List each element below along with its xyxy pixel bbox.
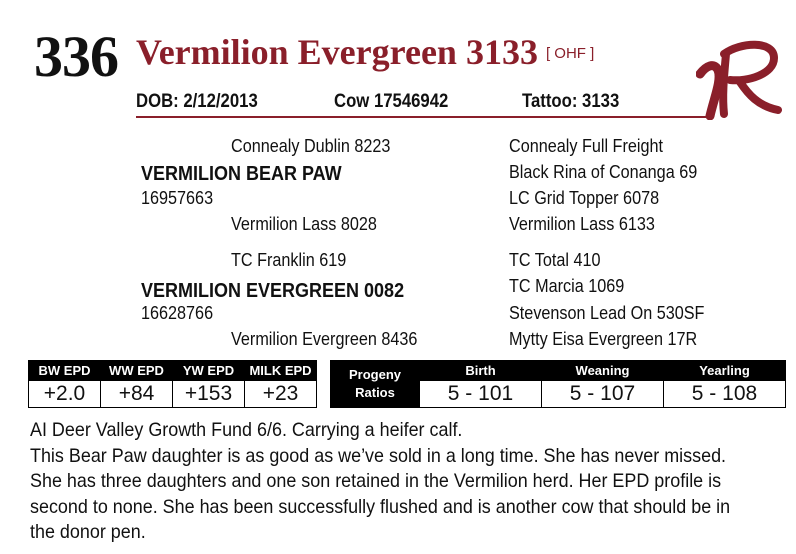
progeny-label-line2: Ratios xyxy=(355,385,395,400)
cow-reg: Cow 17546942 xyxy=(334,91,449,112)
epd-table xyxy=(28,360,317,408)
dam-name: VERMILION EVERGREEN 0082 xyxy=(141,280,405,302)
dam-dam: Vermilion Evergreen 8436 xyxy=(231,329,418,349)
bw-epd-header: BW EPD xyxy=(29,361,101,381)
lot-notes xyxy=(30,418,790,546)
yw-epd-header: YW EPD xyxy=(173,361,245,381)
sire-dam: Vermilion Lass 8028 xyxy=(231,214,377,234)
sire-sire: Connealy Dublin 8223 xyxy=(231,136,391,156)
id-row xyxy=(136,90,708,118)
note-line: AI Deer Valley Growth Fund 6/6. Carrying a heifer calf. xyxy=(30,419,463,441)
vr-brand-logo xyxy=(696,36,782,120)
sire-reg: 16957663 xyxy=(141,188,214,208)
registry-tag: [ OHF ] xyxy=(545,45,595,62)
dam-sire: TC Franklin 619 xyxy=(231,250,347,270)
birth-header: Birth xyxy=(420,361,542,381)
yearling-ratio: 5 - 108 xyxy=(664,381,786,408)
lot-number: 336 xyxy=(34,24,118,89)
dam-sire-sire: TC Total 410 xyxy=(509,250,601,270)
note-line: second to none. She has been successfully flushed and is another cow that should be in xyxy=(30,495,731,518)
yw-epd-value: +153 xyxy=(173,381,245,408)
yearling-header: Yearling xyxy=(664,361,786,381)
note-line: the donor pen. xyxy=(30,521,146,543)
note-line: She has three daughters and one son retained in the Vermilion herd. Her EPD profile is xyxy=(30,470,722,492)
sire-name: VERMILION BEAR PAW xyxy=(141,163,342,185)
ww-epd-value: +84 xyxy=(101,381,173,408)
dam-reg: 16628766 xyxy=(141,303,214,323)
dam-dam-dam: Mytty Eisa Evergreen 17R xyxy=(509,329,698,349)
note-line: This Bear Paw daughter is as good as we’ve sold in a long time. She has never missed. xyxy=(30,444,727,467)
progeny-label-line1: Progeny xyxy=(348,367,401,383)
progeny-ratios-table xyxy=(330,360,786,408)
dam-sire-dam: TC Marcia 1069 xyxy=(509,276,625,296)
sire-dam-sire: LC Grid Topper 6078 xyxy=(509,188,660,208)
progeny-ratios-label xyxy=(331,361,420,408)
milk-epd-value: +23 xyxy=(245,381,317,408)
animal-name-heading xyxy=(136,34,594,70)
weaning-header: Weaning xyxy=(542,361,664,381)
sire-dam-dam: Vermilion Lass 6133 xyxy=(509,214,655,234)
milk-epd-header: MILK EPD xyxy=(245,361,317,381)
dob: DOB: 2/12/2013 xyxy=(136,91,258,112)
tattoo: Tattoo: 3133 xyxy=(522,91,620,112)
birth-ratio: 5 - 101 xyxy=(420,381,542,408)
sire-sire-sire: Connealy Full Freight xyxy=(509,136,663,156)
animal-name: Vermilion Evergreen 3133 xyxy=(136,32,538,72)
sire-sire-dam: Black Rina of Conanga 69 xyxy=(509,162,698,182)
ww-epd-header: WW EPD xyxy=(101,361,173,381)
bw-epd-value: +2.0 xyxy=(29,381,101,408)
dam-dam-sire: Stevenson Lead On 530SF xyxy=(509,303,705,323)
weaning-ratio: 5 - 107 xyxy=(542,381,664,408)
